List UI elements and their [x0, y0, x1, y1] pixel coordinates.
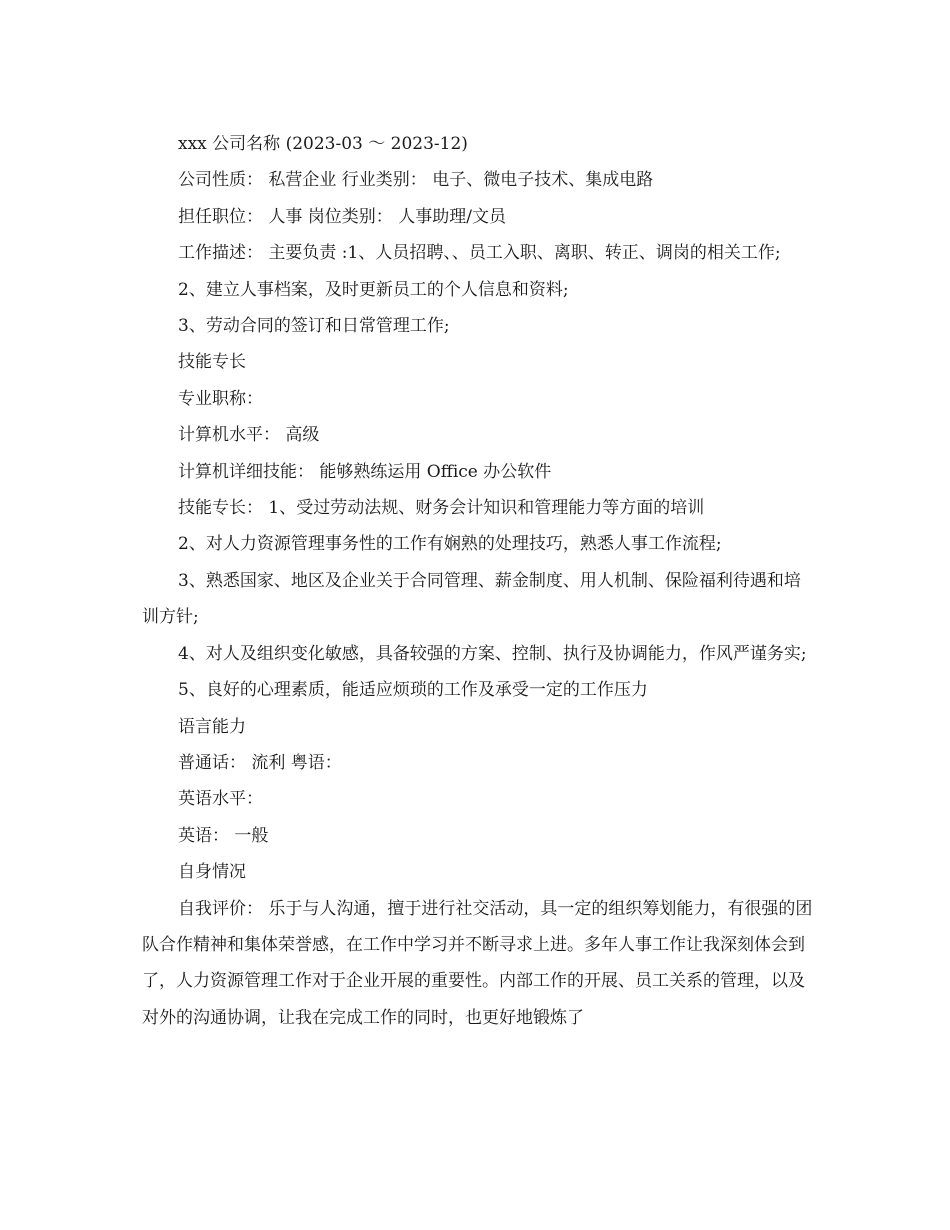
- skill-item-3: 3、熟悉国家、地区及企业关于合同管理、薪金制度、用人机制、保险福利待遇和培训方针;: [142, 570, 801, 628]
- skill-item-5: 5、良好的心理素质，能适应烦琐的工作及承受一定的工作压力: [178, 680, 648, 701]
- section-heading-skills: 技能专长: [178, 352, 246, 373]
- computer-level: 计算机水平： 高级: [178, 425, 320, 446]
- computer-skills: 计算机详细技能： 能够熟练运用 Office 办公软件: [178, 461, 552, 482]
- duty-item-3: 3、劳动合同的签订和日常管理工作;: [178, 316, 450, 337]
- document-body: [142, 126, 814, 1036]
- work-history-company: xxx 公司名称 (2023-03 ～ 2023-12): [178, 134, 468, 154]
- job-description: 工作描述： 主要负责 :1、人员招聘、、员工入职、离职、转正、调岗的相关工作;: [178, 243, 781, 264]
- section-heading-self: 自身情况: [178, 862, 246, 883]
- position-held: 担任职位： 人事 岗位类别： 人事助理/文员: [178, 206, 506, 227]
- skill-item-4: 4、对人及组织变化敏感，具备较强的方案、控制、执行及协调能力，作风严谨务实;: [178, 643, 807, 664]
- professional-title: 专业职称：: [178, 388, 263, 409]
- english: 英语： 一般: [178, 825, 269, 846]
- english-level: 英语水平：: [178, 789, 263, 810]
- section-heading-language: 语言能力: [178, 716, 246, 737]
- skill-item-1: 技能专长： 1、受过劳动法规、财务会计知识和管理能力等方面的培训: [178, 498, 705, 519]
- self-evaluation: 自我评价： 乐于与人沟通，擅于进行社交活动，具一定的组织筹划能力，有很强的团队合作精神和集体荣誉感，在工作中学习并不断寻求上进。多年人事工作让我深刻体会到了，人力资源管理工作对于企业开展的重要性。内部工作的开展、员工关系的管理，以及对外的沟通协调，让我在完成工作的同时，也更好地锻炼了: [142, 898, 813, 1028]
- company-nature: 公司性质： 私营企业 行业类别： 电子、微电子技术、集成电路: [178, 170, 654, 191]
- skill-item-2: 2、对人力资源管理事务性的工作有娴熟的处理技巧，熟悉人事工作流程;: [178, 534, 722, 555]
- duty-item-2: 2、建立人事档案，及时更新员工的个人信息和资料;: [178, 279, 569, 300]
- mandarin-cantonese: 普通话： 流利 粤语：: [178, 752, 342, 773]
